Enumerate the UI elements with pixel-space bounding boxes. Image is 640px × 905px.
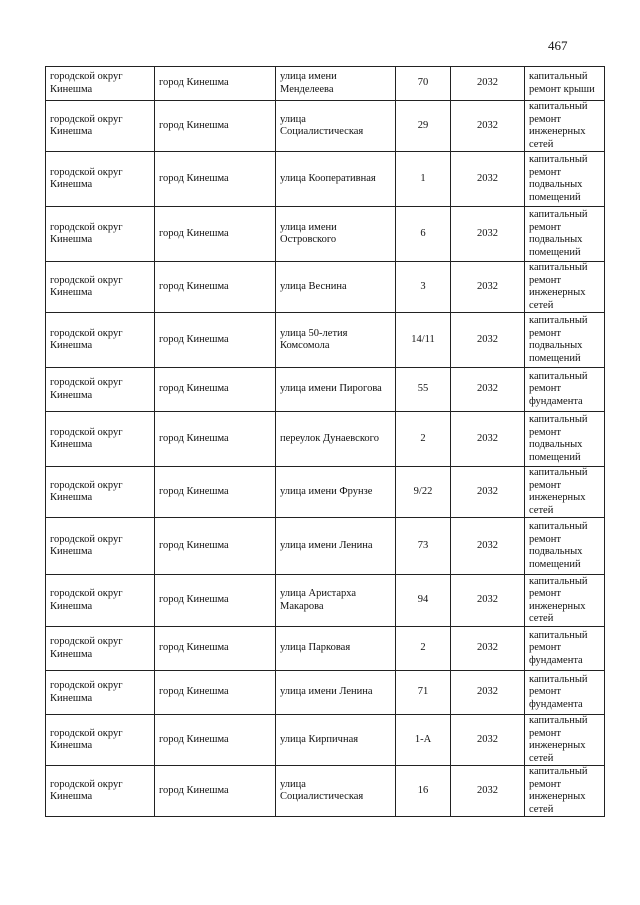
city-cell: город Кинешма: [155, 152, 276, 207]
work-type-cell: капитальный ремонт подвальных помещений: [525, 518, 605, 575]
city-cell: город Кинешма: [155, 368, 276, 412]
street-cell: улица Веснина: [276, 262, 396, 313]
year-cell: 2032: [451, 627, 525, 671]
city-cell: город Кинешма: [155, 467, 276, 518]
house-number-cell: 2: [396, 627, 451, 671]
city-cell: город Кинешма: [155, 67, 276, 101]
city-cell: город Кинешма: [155, 715, 276, 766]
city-cell: город Кинешма: [155, 101, 276, 152]
house-number-cell: 29: [396, 101, 451, 152]
district-cell: городской округ Кинешма: [46, 207, 155, 262]
year-cell: 2032: [451, 412, 525, 467]
street-cell: улица имени Островского: [276, 207, 396, 262]
table-row: [46, 152, 605, 207]
house-number-cell: 70: [396, 67, 451, 101]
street-cell: улица Парковая: [276, 627, 396, 671]
city-cell: город Кинешма: [155, 207, 276, 262]
city-cell: город Кинешма: [155, 671, 276, 715]
city-cell: город Кинешма: [155, 766, 276, 817]
year-cell: 2032: [451, 518, 525, 575]
district-cell: городской округ Кинешма: [46, 518, 155, 575]
year-cell: 2032: [451, 313, 525, 368]
work-type-cell: капитальный ремонт фундамента: [525, 627, 605, 671]
work-type-cell: капитальный ремонт фундамента: [525, 368, 605, 412]
city-cell: город Кинешма: [155, 412, 276, 467]
street-cell: улица Социалистическая: [276, 766, 396, 817]
work-type-cell: капитальный ремонт инженерных сетей: [525, 766, 605, 817]
work-type-cell: капитальный ремонт инженерных сетей: [525, 575, 605, 627]
house-number-cell: 3: [396, 262, 451, 313]
house-number-cell: 2: [396, 412, 451, 467]
street-cell: улица имени Менделеева: [276, 67, 396, 101]
district-cell: городской округ Кинешма: [46, 313, 155, 368]
house-number-cell: 94: [396, 575, 451, 627]
table-row: [46, 766, 605, 817]
street-cell: улица Кооперативная: [276, 152, 396, 207]
year-cell: 2032: [451, 152, 525, 207]
district-cell: городской округ Кинешма: [46, 368, 155, 412]
city-cell: город Кинешма: [155, 313, 276, 368]
table-row: [46, 627, 605, 671]
table-row: [46, 207, 605, 262]
district-cell: городской округ Кинешма: [46, 262, 155, 313]
table-row: [46, 715, 605, 766]
work-type-cell: капитальный ремонт подвальных помещений: [525, 313, 605, 368]
street-cell: улица 50-летия Комсомола: [276, 313, 396, 368]
street-cell: улица имени Ленина: [276, 518, 396, 575]
table-row: [46, 313, 605, 368]
year-cell: 2032: [451, 101, 525, 152]
table-row: [46, 467, 605, 518]
house-number-cell: 73: [396, 518, 451, 575]
district-cell: городской округ Кинешма: [46, 101, 155, 152]
street-cell: улица имени Пирогова: [276, 368, 396, 412]
street-cell: улица Социалистическая: [276, 101, 396, 152]
table-row: [46, 518, 605, 575]
table-row: [46, 101, 605, 152]
house-number-cell: 55: [396, 368, 451, 412]
work-type-cell: капитальный ремонт фундамента: [525, 671, 605, 715]
year-cell: 2032: [451, 715, 525, 766]
city-cell: город Кинешма: [155, 627, 276, 671]
work-type-cell: капитальный ремонт инженерных сетей: [525, 715, 605, 766]
table-body: [46, 67, 605, 817]
table-row: [46, 575, 605, 627]
street-cell: улица имени Ленина: [276, 671, 396, 715]
work-type-cell: капитальный ремонт подвальных помещений: [525, 152, 605, 207]
year-cell: 2032: [451, 368, 525, 412]
city-cell: город Кинешма: [155, 575, 276, 627]
district-cell: городской округ Кинешма: [46, 627, 155, 671]
house-number-cell: 1-А: [396, 715, 451, 766]
district-cell: городской округ Кинешма: [46, 575, 155, 627]
street-cell: переулок Дунаевского: [276, 412, 396, 467]
table-row: [46, 67, 605, 101]
work-type-cell: капитальный ремонт подвальных помещений: [525, 207, 605, 262]
work-type-cell: капитальный ремонт инженерных сетей: [525, 262, 605, 313]
year-cell: 2032: [451, 207, 525, 262]
table-row: [46, 671, 605, 715]
year-cell: 2032: [451, 671, 525, 715]
year-cell: 2032: [451, 766, 525, 817]
year-cell: 2032: [451, 575, 525, 627]
house-number-cell: 6: [396, 207, 451, 262]
street-cell: улица Аристарха Макарова: [276, 575, 396, 627]
city-cell: город Кинешма: [155, 262, 276, 313]
district-cell: городской округ Кинешма: [46, 412, 155, 467]
work-type-cell: капитальный ремонт крыши: [525, 67, 605, 101]
house-number-cell: 14/11: [396, 313, 451, 368]
street-cell: улица имени Фрунзе: [276, 467, 396, 518]
year-cell: 2032: [451, 262, 525, 313]
street-cell: улица Кирпичная: [276, 715, 396, 766]
house-number-cell: 71: [396, 671, 451, 715]
table-row: [46, 412, 605, 467]
district-cell: городской округ Кинешма: [46, 467, 155, 518]
year-cell: 2032: [451, 467, 525, 518]
district-cell: городской округ Кинешма: [46, 67, 155, 101]
district-cell: городской округ Кинешма: [46, 715, 155, 766]
table-row: [46, 262, 605, 313]
district-cell: городской округ Кинешма: [46, 152, 155, 207]
work-type-cell: капитальный ремонт подвальных помещений: [525, 412, 605, 467]
house-number-cell: 16: [396, 766, 451, 817]
work-type-cell: капитальный ремонт инженерных сетей: [525, 467, 605, 518]
year-cell: 2032: [451, 67, 525, 101]
city-cell: город Кинешма: [155, 518, 276, 575]
district-cell: городской округ Кинешма: [46, 671, 155, 715]
repair-schedule-table: [45, 66, 605, 817]
house-number-cell: 9/22: [396, 467, 451, 518]
house-number-cell: 1: [396, 152, 451, 207]
table-row: [46, 368, 605, 412]
district-cell: городской округ Кинешма: [46, 766, 155, 817]
work-type-cell: капитальный ремонт инженерных сетей: [525, 101, 605, 152]
page-number: 467: [548, 38, 568, 53]
